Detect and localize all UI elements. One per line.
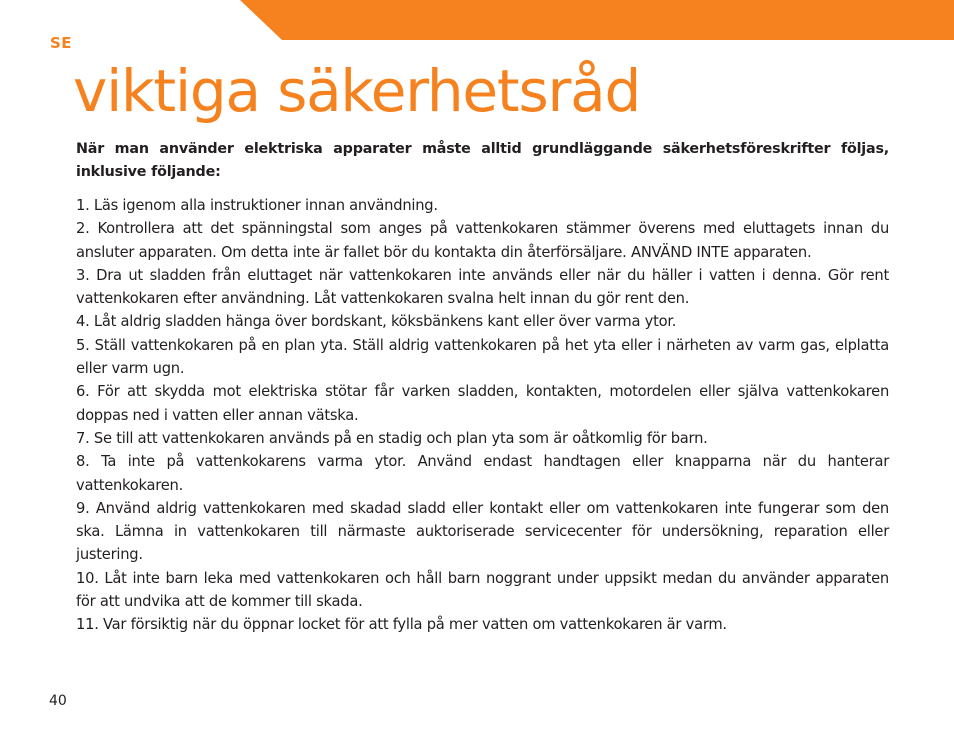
safety-item-11: 11. Var försiktig när du öppnar locket för att fylla på mer vatten om vattenkokaren är varm.	[76, 616, 727, 634]
safety-item-8: 8. Ta inte på vattenkokarens varma ytor. Använd endast handtagen eller knapparna när du hanterar vattenkokaren.	[76, 453, 889, 494]
safety-item-9: 9. Använd aldrig vattenkokaren med skadad sladd eller kontakt eller om vattenkokaren inte fungerar som den ska. Lämna in vattenkokaren till närmaste auktoriserade servicecenter för undersökning, reparation eller justering.	[76, 499, 889, 564]
page-number: 40	[49, 693, 67, 709]
safety-item-2: 2. Kontrollera att det spänningstal som anges på vattenkokaren stämmer överens med eluttagets innan du ansluter apparaten. Om detta inte är fallet bör du kontakta din återförsäljare. ANVÄND INTE apparaten.	[76, 220, 889, 261]
orange-header-banner	[240, 0, 954, 40]
safety-item-10: 10. Låt inte barn leka med vattenkokaren och håll barn noggrant under uppsikt medan du använder apparaten för att undvika att de kommer till skada.	[76, 569, 889, 611]
language-code: SE	[50, 34, 73, 52]
safety-item-3: 3. Dra ut sladden från eluttaget när vattenkokaren inte används eller när du häller i vatten i denna. Gör rent vattenkokaren efter användning. Låt vattenkokaren svalna helt innan du gör rent den.	[76, 266, 889, 308]
intro-paragraph: När man använder elektriska apparater måste alltid grundläggande säkerhetsföreskrifter följas, inklusive följande:	[76, 141, 889, 180]
safety-list	[76, 194, 889, 637]
safety-content	[76, 138, 889, 637]
safety-item-6: 6. För att skydda mot elektriska stötar får varken sladden, kontakten, motordelen eller själva vattenkokaren doppas ned i vatten eller annan vätska.	[76, 383, 889, 424]
safety-item-7: 7. Se till att vattenkokaren används på en stadig och plan yta som är oåtkomlig för barn.	[76, 429, 708, 447]
page-title: viktiga säkerhetsråd	[73, 57, 641, 125]
safety-item-1: 1. Läs igenom alla instruktioner innan användning.	[76, 197, 438, 214]
safety-item-5: 5. Ställ vattenkokaren på en plan yta. Ställ aldrig vattenkokaren på het yta eller i närheten av varm gas, elplatta eller varm ugn.	[76, 336, 889, 378]
safety-item-4: 4. Låt aldrig sladden hänga över bordskant, köksbänkens kant eller över varma ytor.	[76, 313, 677, 331]
